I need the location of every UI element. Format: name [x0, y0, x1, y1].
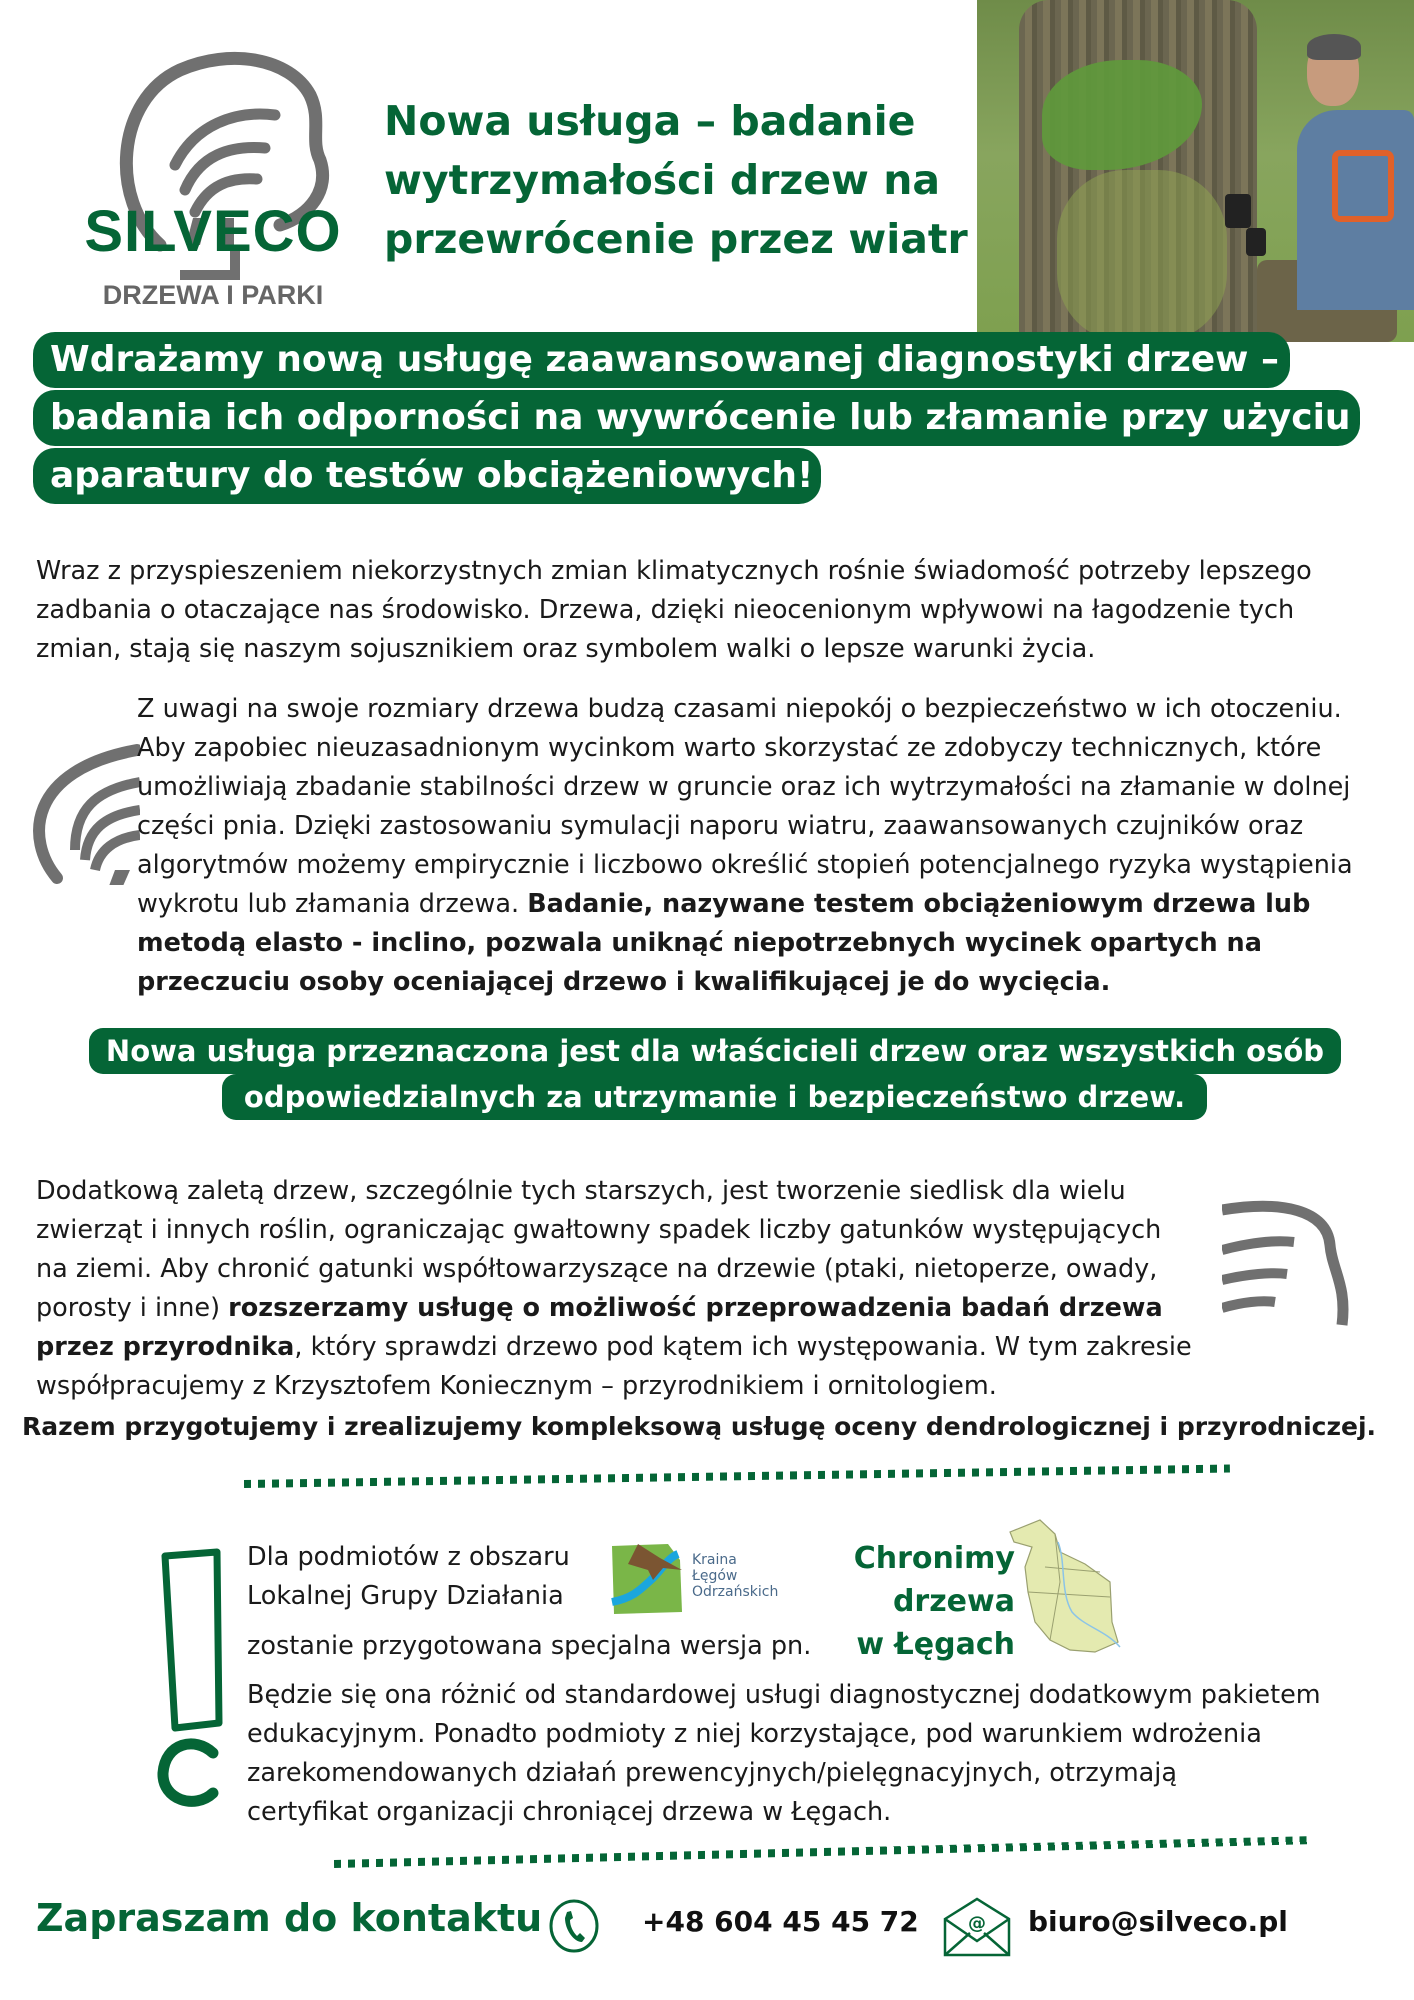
- text-span: , który sprawdzi drzewo pod kątem ich występowania. W tym zakresie: [294, 1332, 1192, 1362]
- lgd-line3: zostanie przygotowana specjalna wersja pn.: [247, 1631, 812, 1661]
- bold-text: Badanie, nazywane testem obciążeniowym drzewa lub: [527, 889, 1311, 919]
- title-line: przewrócenie przez wiatr: [384, 215, 968, 263]
- phone-icon[interactable]: [548, 1898, 600, 1954]
- text-line: [137, 963, 1353, 1002]
- bold-text: metodą elasto - inclino, pozwala uniknąć niepotrzebnych wycinek opartych na: [137, 928, 1262, 958]
- lgd-details: [247, 1676, 1321, 1832]
- moss-shape: [1057, 170, 1227, 342]
- text-span: wykrotu lub złamania drzewa.: [137, 889, 528, 919]
- tree-wind-arcs-icon: [1222, 1190, 1352, 1330]
- kraina-logo-text: [692, 1552, 778, 1600]
- exclamation-mark-icon: [155, 1548, 230, 1818]
- program-name-line: w Łęgach: [856, 1627, 1015, 1662]
- program-name-line: drzewa: [892, 1584, 1015, 1619]
- banner-line: Wdrażamy nową usługę zaawansowanej diagnostyki drzew –: [33, 332, 1290, 388]
- text-line: umożliwiają zbadanie stabilności drzew w gruncie oraz ich wytrzymałości na złamanie w dolnej: [137, 772, 1351, 802]
- sensor-device-icon: [1225, 194, 1251, 228]
- text-line: Z uwagi na swoje rozmiary drzewa budzą czasami niepokój o bezpieczeństwo w ich otoczeniu.: [137, 694, 1342, 724]
- kraina-map-icon: [608, 1540, 688, 1616]
- kraina-logo: [608, 1540, 788, 1616]
- dotted-divider: [244, 1465, 1230, 1488]
- program-name: [850, 1537, 1015, 1666]
- text-line: edukacyjnym. Ponadto podmioty z niej korzystające, pod warunkiem wdrożenia: [247, 1719, 1262, 1749]
- banner-line: badania ich odporności na wywrócenie lub złamanie przy użyciu: [33, 390, 1360, 446]
- logo-text-line: Odrzańskich: [692, 1584, 779, 1600]
- person-hair-shape: [1307, 34, 1361, 60]
- callout-line: odpowiedzialnych za utrzymanie i bezpieczeństwo drzew.: [222, 1074, 1207, 1120]
- title-line: wytrzymałości drzew na: [384, 156, 941, 204]
- page-title: [384, 92, 984, 269]
- phone-number-link[interactable]: +48 604 45 45 72: [642, 1905, 919, 1938]
- text-line: zwierząt i innych roślin, ograniczając gwałtowny spadek liczby gatunków występujących: [36, 1215, 1162, 1245]
- header-photo: [977, 0, 1414, 342]
- bold-text: przez przyrodnika: [36, 1332, 295, 1362]
- dotted-divider: [334, 1836, 1312, 1868]
- safety-paragraph: [137, 690, 1353, 1002]
- bold-text: przeczuciu osoby oceniającej drzewo i kwalifikującej je do wycięcia.: [137, 967, 1111, 997]
- logo-text-line: Kraina: [692, 1552, 737, 1568]
- text-line: [36, 1328, 1192, 1367]
- text-line: zadbania o otaczające nas środowisko. Drzewa, dzięki nieocenionym wpływowi na łagodzenie tych: [36, 595, 1295, 625]
- text-line: Będzie się ona różnić od standardowej usługi diagnostycznej dodatkowym pakietem: [247, 1680, 1321, 1710]
- text-line: Dodatkową zaletą drzew, szczególnie tych starszych, jest tworzenie siedlisk dla wielu: [36, 1176, 1126, 1206]
- text-line: zarekomendowanych działań prewencyjnych/pielęgnacyjnych, otrzymają: [247, 1758, 1178, 1788]
- text-span: porosty i inne): [36, 1293, 229, 1323]
- region-map-icon: [1000, 1512, 1125, 1657]
- program-name-line: Chronimy: [853, 1541, 1015, 1576]
- text-line: Lokalnej Grupy Działania: [247, 1581, 564, 1611]
- svg-text:@: @: [968, 1913, 986, 1934]
- habitat-paragraph: [36, 1172, 1192, 1406]
- text-line: zmian, stają się naszym sojusznikiem oraz symbolem walki o lepsze warunki życia.: [36, 634, 1096, 664]
- contact-cta: Zapraszam do kontaktu: [36, 1896, 543, 1940]
- text-line: algorytmów możemy empirycznie i liczbowo określić stopień potencjalnego ryzyka wystąpienia: [137, 850, 1353, 880]
- text-line: Wraz z przyspieszeniem niekorzystnych zmian klimatycznych rośnie świadomość potrzeby lepszego: [36, 556, 1312, 586]
- summary-statement: Razem przygotujemy i zrealizujemy kompleksową usługę oceny dendrologicznej i przyrodniczej.: [22, 1412, 1377, 1441]
- logo-text-line: Łęgów: [692, 1568, 738, 1584]
- text-line: [137, 885, 1353, 924]
- email-link[interactable]: biuro@silveco.pl: [1028, 1905, 1288, 1938]
- envelope-at-icon[interactable]: [942, 1897, 1012, 1957]
- text-line: Aby zapobiec nieuzasadnionym wycinkom warto skorzystać ze zdobyczy technicznych, które: [137, 733, 1322, 763]
- text-line: certyfikat organizacji chroniącej drzewa w Łęgach.: [247, 1797, 892, 1827]
- shirt-print-shape: [1332, 150, 1394, 222]
- bold-text: rozszerzamy usługę o możliwość przeprowadzenia badań drzewa: [228, 1293, 1163, 1323]
- text-line: Dla podmiotów z obszaru: [247, 1542, 570, 1572]
- lgd-intro: [247, 1538, 570, 1616]
- banner-line: aparatury do testów obciążeniowych!: [33, 448, 821, 504]
- callout-line: Nowa usługa przeznaczona jest dla właścicieli drzew oraz wszystkich osób: [89, 1028, 1341, 1074]
- sensor-device-icon: [1246, 228, 1266, 256]
- intro-paragraph: [36, 552, 1312, 669]
- title-line: Nowa usługa – badanie: [384, 97, 916, 145]
- text-line: [137, 924, 1353, 963]
- tree-wind-logo-icon: [60, 40, 360, 320]
- silveco-logo: [60, 40, 360, 320]
- text-line: części pnia. Dzięki zastosowaniu symulacji naporu wiatru, zaawansowanych czujników oraz: [137, 811, 1304, 841]
- wind-arcs-icon: [15, 730, 140, 885]
- logo-tagline: DRZEWA I PARKI: [102, 280, 324, 310]
- logo-brand-name: SILVECO: [84, 199, 342, 264]
- text-line: na ziemi. Aby chronić gatunki współtowarzyszące na drzewie (ptaki, nietoperze, owady,: [36, 1254, 1158, 1284]
- text-line: współpracujemy z Krzysztofem Koniecznym – przyrodnikiem i ornitologiem.: [36, 1371, 997, 1401]
- text-line: [36, 1289, 1192, 1328]
